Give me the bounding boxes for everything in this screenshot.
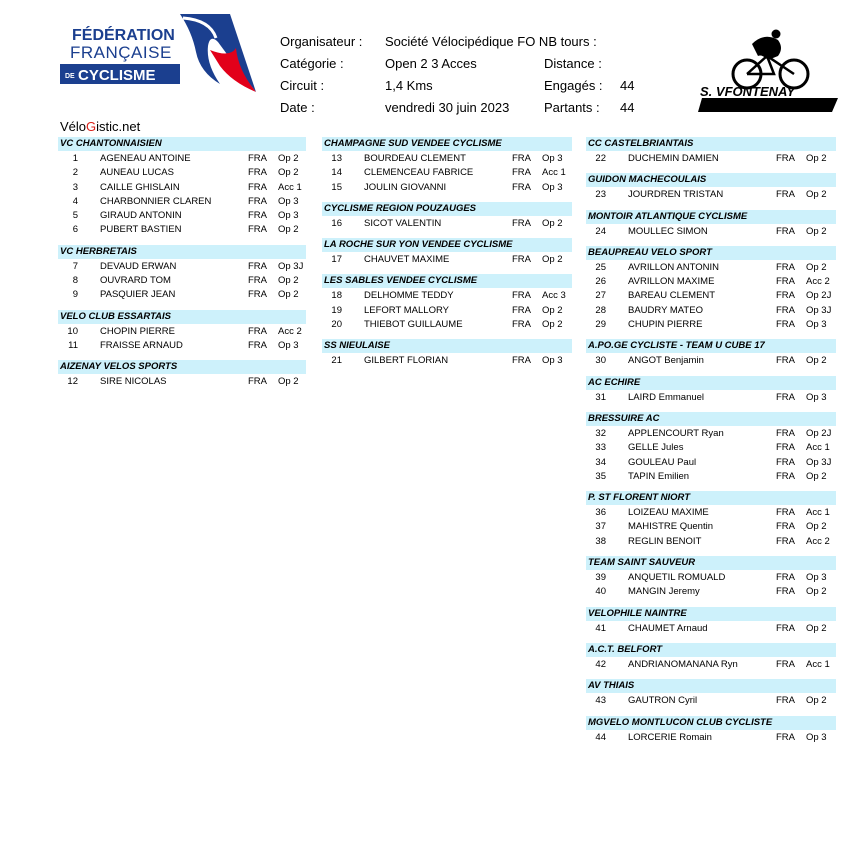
rider-row [58,287,306,301]
rider-category: Acc 2 [806,535,830,547]
sfontenay-logo [692,26,840,118]
rider-category: Op 2 [278,275,299,287]
rider-category: Op 2 [278,224,299,236]
rider-row [586,224,836,238]
club-block [586,173,836,201]
club-header: P. ST FLORENT NIORT [586,491,836,505]
rider-row [58,259,306,273]
rider-name: ANGOT Benjamin [628,355,704,367]
rider-nationality: FRA [248,224,267,236]
rider-category: Op 2 [806,695,827,707]
rider-name: PUBERT BASTIEN [100,224,182,236]
rider-name: BOURDEAU CLEMENT [364,153,466,164]
club-block [586,491,836,548]
rider-nationality: FRA [776,442,795,454]
rider-category: Op 3 [542,153,563,164]
rider-category: Op 2 [806,225,827,237]
club-block [58,137,306,237]
rider-name: TAPIN Emilien [628,470,690,482]
rider-category: Op 3 [806,391,827,403]
club-header: TEAM SAINT SAUVEUR [586,556,836,570]
ffc-logo [60,12,260,102]
club-header: CC CASTELBRIANTAIS [586,137,836,151]
organisateur-label: Organisateur : [280,34,363,49]
rider-name: GELLE Jules [628,442,684,454]
rider-row [322,303,572,317]
engages-value: 44 [620,78,635,93]
rider-category: Op 2 [278,289,299,301]
rider-name: DELHOMME TEDDY [364,290,454,302]
velogistic-brand: VéloGistic.net [60,119,141,134]
column-1 [58,137,306,397]
rider-category: Op 2 [806,521,827,533]
rider-row [322,353,572,367]
rider-row [322,165,572,179]
circuit-label: Circuit : [280,78,325,93]
rider-number: 41 [595,622,606,634]
rider-row [586,288,836,302]
rider-name: CHAUVET MAXIME [364,254,450,266]
rider-number: 2 [72,167,78,179]
rider-category: Acc 2 [278,325,302,337]
rider-number: 36 [595,507,606,519]
club-header: GUIDON MACHECOULAIS [586,173,836,187]
rider-nationality: FRA [776,535,795,547]
rider-category: Op 3 [806,572,827,584]
rider-category: Op 2 [806,153,827,164]
rider-number: 27 [595,290,606,302]
rider-nationality: FRA [248,339,267,351]
rider-number: 15 [331,181,342,193]
club-header: LES SABLES VENDEE CYCLISME [322,274,572,288]
rider-number: 30 [595,355,606,367]
partants-value: 44 [620,100,635,115]
rider-row [58,374,306,388]
rider-row [586,260,836,274]
rider-category: Op 3 [278,195,299,207]
rider-row [58,165,306,179]
rider-nationality: FRA [512,217,531,229]
rider-nationality: FRA [776,290,795,302]
rider-category: Acc 1 [806,658,830,670]
rider-nationality: FRA [776,456,795,468]
club-header: SS NIEULAISE [322,339,572,353]
rider-row [586,693,836,707]
rider-row [586,440,836,454]
rider-number: 17 [331,254,342,266]
rider-category: Acc 1 [542,167,566,179]
rider-category: Op 2 [542,217,563,229]
club-header: VELOPHILE NAINTRE [586,607,836,621]
rider-nationality: FRA [248,181,267,193]
club-block [58,245,306,302]
rider-number: 18 [331,290,342,302]
rider-nationality: FRA [248,260,267,272]
rider-name: PASQUIER JEAN [100,289,176,301]
partants-label: Partants : [544,100,600,115]
rider-number: 43 [595,695,606,707]
club-header: VC CHANTONNAISIEN [58,137,306,151]
rider-nationality: FRA [512,355,531,367]
rider-number: 5 [72,210,78,222]
rider-nationality: FRA [776,658,795,670]
engages-label: Engagés : [544,78,603,93]
rider-number: 21 [331,355,342,367]
rider-name: APPLENCOURT Ryan [628,427,724,439]
rider-nationality: FRA [248,275,267,287]
rider-nationality: FRA [248,376,267,388]
rider-nationality: FRA [776,521,795,533]
rider-row [322,252,572,266]
rider-number: 25 [595,261,606,273]
rider-row [586,390,836,404]
circuit-value: 1,4 Kms [385,78,433,93]
rider-name: CHARBONNIER CLAREN [100,195,212,207]
rider-row [586,570,836,584]
club-block [322,202,572,230]
rider-number: 34 [595,456,606,468]
rider-nationality: FRA [248,167,267,179]
rider-number: 8 [72,275,78,287]
club-block [58,310,306,353]
column-3 [586,137,836,752]
club-header: VC HERBRETAIS [58,245,306,259]
rider-number: 6 [72,224,78,236]
rider-nationality: FRA [512,167,531,179]
date-label: Date : [280,100,315,115]
rider-number: 12 [67,376,78,388]
rider-category: Acc 1 [278,181,302,193]
rider-name: ANQUETIL ROMUALD [628,572,726,584]
ffc-line2: FRANÇAISE [70,43,172,62]
rider-number: 26 [595,276,606,288]
rider-nationality: FRA [248,289,267,301]
rider-row [586,505,836,519]
rider-name: AVRILLON MAXIME [628,276,715,288]
rider-row [322,180,572,194]
rider-category: Op 2 [542,304,563,316]
rider-nationality: FRA [776,507,795,519]
club-block [586,556,836,599]
rider-name: GIRAUD ANTONIN [100,210,182,222]
club-header: LA ROCHE SUR YON VENDEE CYCLISME [322,238,572,252]
rider-category: Op 3 [806,731,827,743]
rider-name: JOURDREN TRISTAN [628,189,724,201]
club-header: CHAMPAGNE SUD VENDEE CYCLISME [322,137,572,151]
ffc-de: DE [65,73,75,80]
ffc-line3: CYCLISME [78,67,156,84]
club-block [586,376,836,404]
rider-nationality: FRA [248,325,267,337]
rider-row [58,194,306,208]
rider-number: 20 [331,319,342,331]
rider-nationality: FRA [776,355,795,367]
categorie-value: Open 2 3 Acces [385,56,477,71]
rider-nationality: FRA [776,427,795,439]
rider-category: Op 3 [542,181,563,193]
rider-name: GILBERT FLORIAN [364,355,449,367]
club-header: BRESSUIRE AC [586,412,836,426]
organisateur-value: Société Vélocipédique FO NB tours : [385,34,597,49]
rider-name: SICOT VALENTIN [364,217,442,229]
rider-nationality: FRA [512,319,531,331]
rider-nationality: FRA [248,153,267,164]
rider-number: 13 [331,153,342,164]
date-value: vendredi 30 juin 2023 [385,100,510,115]
rider-number: 16 [331,217,342,229]
rider-name: FRAISSE ARNAUD [100,339,183,351]
club-header: AIZENAY VELOS SPORTS [58,360,306,374]
rider-nationality: FRA [776,572,795,584]
club-header: A.PO.GE CYCLISTE - TEAM U CUBE 17 [586,339,836,353]
rider-name: JOULIN GIOVANNI [364,181,447,193]
rider-nationality: FRA [248,210,267,222]
club-block [586,210,836,238]
rider-number: 38 [595,535,606,547]
rider-row [586,151,836,165]
rider-nationality: FRA [776,731,795,743]
rider-nationality: FRA [776,153,795,164]
rider-category: Op 3 [278,210,299,222]
rider-number: 11 [68,339,78,351]
rider-category: Op 3 [278,339,299,351]
rider-row [58,338,306,352]
rider-row [58,324,306,338]
rider-name: CAILLE GHISLAIN [100,181,180,193]
club-header: VELO CLUB ESSARTAIS [58,310,306,324]
rider-nationality: FRA [248,195,267,207]
rider-row [586,621,836,635]
rider-row [586,534,836,548]
column-2 [322,137,572,376]
rider-nationality: FRA [776,261,795,273]
club-block [322,238,572,266]
rider-number: 7 [72,260,78,272]
rider-number: 28 [595,304,606,316]
rider-nationality: FRA [776,470,795,482]
rider-category: Op 2J [806,427,832,439]
rider-number: 22 [595,153,606,164]
rider-category: Op 3J [806,456,832,468]
rider-nationality: FRA [776,695,795,707]
rider-category: Op 3 [542,355,563,367]
rider-row [586,353,836,367]
club-block [586,137,836,165]
categorie-label: Catégorie : [280,56,344,71]
rider-nationality: FRA [776,276,795,288]
rider-name: THIEBOT GUILLAUME [364,319,463,331]
rider-row [586,469,836,483]
rider-category: Op 2 [806,586,827,598]
rider-nationality: FRA [776,586,795,598]
rider-nationality: FRA [512,290,531,302]
rider-number: 1 [72,153,78,164]
rider-nationality: FRA [512,304,531,316]
rider-name: REGLIN BENOIT [628,535,702,547]
rider-category: Op 2 [806,261,827,273]
rider-number: 23 [595,189,606,201]
rider-category: Op 2 [278,376,299,388]
club-block [322,274,572,331]
rider-row [322,317,572,331]
club-block [322,137,572,194]
rider-row [586,187,836,201]
rider-name: LORCERIE Romain [628,731,712,743]
distance-label: Distance : [544,56,602,71]
rider-row [58,222,306,236]
ffc-line1: FÉDÉRATION [72,27,175,44]
rider-name: CHUPIN PIERRE [628,319,703,331]
club-header: AV THIAIS [586,679,836,693]
rider-name: LOIZEAU MAXIME [628,507,709,519]
rider-number: 31 [595,391,606,403]
rider-row [586,426,836,440]
club-header: CYCLISME REGION POUZAUGES [322,202,572,216]
rider-number: 3 [72,181,78,193]
rider-number: 39 [595,572,606,584]
rider-name: OUVRARD TOM [100,275,171,287]
rider-nationality: FRA [512,153,531,164]
club-block [586,679,836,707]
rider-name: MANGIN Jeremy [628,586,700,598]
rider-row [322,288,572,302]
rider-name: AVRILLON ANTONIN [628,261,719,273]
rider-row [586,317,836,331]
rider-number: 10 [67,325,78,337]
rider-name: BAUDRY MATEO [628,304,703,316]
rider-name: CLEMENCEAU FABRICE [364,167,474,179]
rider-nationality: FRA [512,181,531,193]
club-header: MONTOIR ATLANTIQUE CYCLISME [586,210,836,224]
rider-name: AGENEAU ANTOINE [100,153,191,164]
rider-name: SIRE NICOLAS [100,376,167,388]
rider-row [586,519,836,533]
rider-nationality: FRA [776,189,795,201]
rider-number: 29 [595,319,606,331]
rider-name: LEFORT MALLORY [364,304,450,316]
rider-nationality: FRA [776,225,795,237]
rider-category: Acc 2 [806,276,830,288]
club-block [586,412,836,483]
rider-nationality: FRA [776,391,795,403]
rider-number: 32 [595,427,606,439]
club-block [322,339,572,367]
rider-category: Op 3J [806,304,832,316]
rider-row [586,455,836,469]
rider-name: DEVAUD ERWAN [100,260,177,272]
rider-category: Op 2 [806,189,827,201]
rider-category: Op 2 [806,470,827,482]
rider-row [58,151,306,165]
rider-name: GOULEAU Paul [628,456,697,468]
club-header: BEAUPREAU VELO SPORT [586,246,836,260]
club-block [586,607,836,635]
sfontenay-text: S. VFONTENAY [700,84,796,99]
rider-row [586,303,836,317]
rider-row [322,151,572,165]
rider-name: MAHISTRE Quentin [628,521,713,533]
club-block [58,360,306,388]
club-block [586,716,836,744]
rider-category: Op 3 [806,319,827,331]
rider-number: 42 [595,658,606,670]
rider-nationality: FRA [776,622,795,634]
rider-nationality: FRA [776,304,795,316]
club-block [586,246,836,331]
rider-name: ANDRIANOMANANA Ryn [628,658,738,670]
rider-row [322,216,572,230]
rider-row [58,180,306,194]
rider-nationality: FRA [776,319,795,331]
rider-category: Acc 3 [542,290,566,302]
rider-row [586,730,836,744]
rider-row [586,657,836,671]
rider-row [586,584,836,598]
rider-name: DUCHEMIN DAMIEN [628,153,719,164]
rider-category: Op 3J [278,260,304,272]
rider-number: 24 [595,225,606,237]
club-header: MGVELO MONTLUCON CLUB CYCLISTE [586,716,836,730]
rider-number: 9 [72,289,78,301]
club-block [586,643,836,671]
rider-nationality: FRA [512,254,531,266]
rider-row [586,274,836,288]
rider-number: 44 [595,731,606,743]
rider-name: AUNEAU LUCAS [100,167,174,179]
rider-name: GAUTRON Cyril [628,695,698,707]
rider-name: LAIRD Emmanuel [628,391,705,403]
rider-category: Op 2 [542,254,563,266]
rider-category: Acc 1 [806,507,830,519]
rider-name: CHOPIN PIERRE [100,325,175,337]
rider-number: 4 [72,195,78,207]
club-block [586,339,836,367]
club-header: AC ECHIRE [586,376,836,390]
rider-category: Op 2 [278,153,299,164]
rider-category: Op 2 [806,622,827,634]
rider-name: BAREAU CLEMENT [628,290,716,302]
rider-row [58,208,306,222]
rider-category: Acc 1 [806,442,830,454]
rider-number: 37 [595,521,606,533]
rider-number: 33 [595,442,606,454]
rider-category: Op 2 [278,167,299,179]
club-header: A.C.T. BELFORT [586,643,836,657]
rider-category: Op 2J [806,290,832,302]
rider-category: Op 2 [542,319,563,331]
rider-category: Op 2 [806,355,827,367]
rider-row [58,273,306,287]
rider-number: 14 [331,167,342,179]
rider-name: CHAUMET Arnaud [628,622,708,634]
rider-number: 40 [595,586,606,598]
rider-name: MOULLEC SIMON [628,225,708,237]
rider-number: 19 [331,304,342,316]
rider-number: 35 [595,470,606,482]
